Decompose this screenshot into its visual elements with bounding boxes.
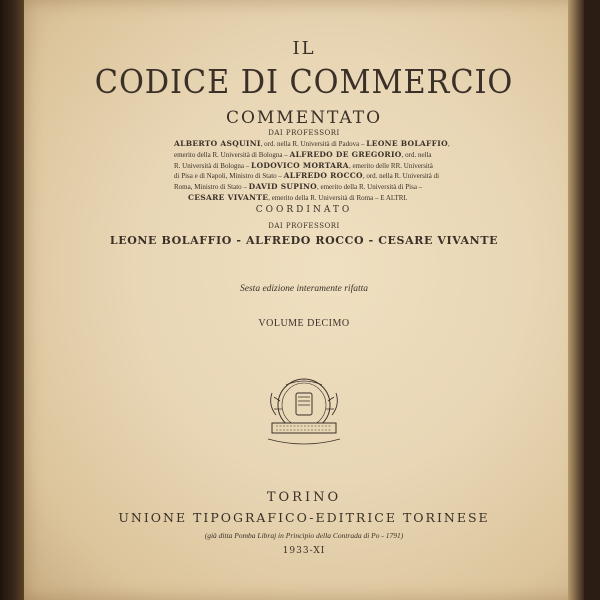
authors-line: emerito della R. Università di Bologna – ALFREDO DE GREGORIO, ord. nella [174, 149, 432, 159]
coordinato-heading: COORDINATO [255, 205, 353, 215]
subtitle: COMMENTATO [225, 108, 383, 128]
book-binding [0, 0, 24, 600]
volume-label: VOLUME DECIMO [258, 318, 350, 329]
authors-line: R. Università di Bologna – LODOVICO MORTARA, emerito delle RR. Università [174, 160, 433, 170]
imprint-year: 1933-XI [282, 546, 326, 556]
authors-intro: DAI PROFESSORI [268, 129, 340, 137]
authors-line: CESARE VIVANTE, emerito della R. Università di Roma – E ALTRI. [188, 192, 408, 202]
edition-note: Sesta edizione interamente rifatta [240, 284, 368, 294]
title-article: IL [292, 38, 316, 59]
authors-list [174, 139, 474, 204]
title-page [24, 0, 584, 600]
page-edge [568, 0, 584, 600]
imprint-city: TORINO [266, 490, 342, 505]
publisher-emblem-icon [262, 375, 346, 447]
coordinators-intro: DAI PROFESSORI [268, 222, 340, 230]
imprint-publisher: UNIONE TIPOGRAFICO-EDITRICE TORINESE [118, 510, 490, 525]
authors-line: ALBERTO ASQUINI, ord. nella R. Università di Padova – LEONE BOLAFFIO, [174, 139, 450, 148]
coordinators-names: LEONE BOLAFFIO - ALFREDO ROCCO - CESARE VIVANTE [109, 234, 499, 247]
authors-line: Roma, Ministro di Stato – DAVID SUPINO, emerito della R. Università di Pisa – [174, 182, 423, 192]
book-title: CODICE DI COMMERCIO [94, 62, 514, 101]
imprint-former-name: (già ditta Pomba Libraj in Principio della Contrada di Po - 1791) [204, 531, 404, 540]
authors-line: di Pisa e di Napoli, Ministro di Stato – ALFREDO ROCCO, ord. nella R. Università di [174, 171, 440, 181]
